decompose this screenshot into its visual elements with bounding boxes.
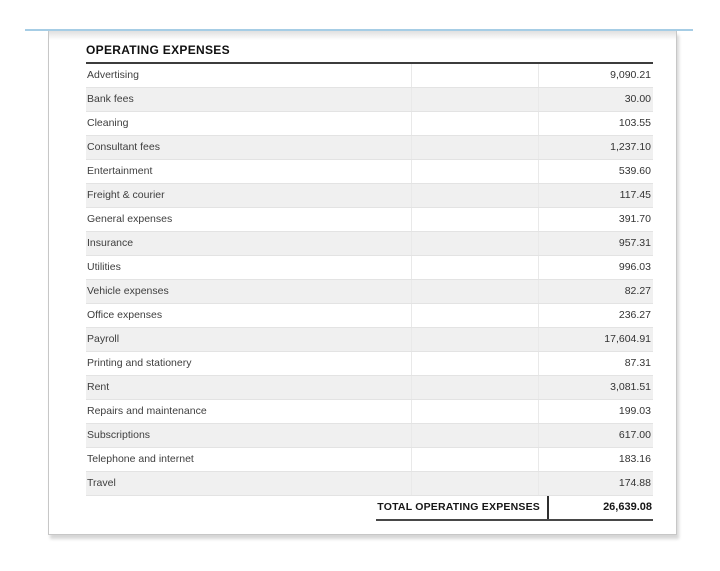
row-amount: 391.70 xyxy=(538,208,653,231)
row-middle-cell xyxy=(411,232,538,255)
row-amount: 103.55 xyxy=(538,112,653,135)
row-middle-cell xyxy=(411,400,538,423)
row-amount: 87.31 xyxy=(538,352,653,375)
table-row xyxy=(86,232,653,256)
row-amount: 617.00 xyxy=(538,424,653,447)
row-middle-cell xyxy=(411,304,538,327)
row-amount: 30.00 xyxy=(538,88,653,111)
table-row xyxy=(86,256,653,280)
row-middle-cell xyxy=(411,64,538,87)
row-label: Advertising xyxy=(87,69,139,81)
table-row xyxy=(86,328,653,352)
total-row xyxy=(86,496,653,521)
table-row xyxy=(86,376,653,400)
row-label: Repairs and maintenance xyxy=(87,405,207,417)
row-middle-cell xyxy=(411,328,538,351)
row-amount: 183.16 xyxy=(538,448,653,471)
table-row xyxy=(86,352,653,376)
table-row xyxy=(86,136,653,160)
row-label: Utilities xyxy=(87,261,121,273)
row-middle-cell xyxy=(411,112,538,135)
table-row xyxy=(86,184,653,208)
row-amount: 9,090.21 xyxy=(538,64,653,87)
row-label: Payroll xyxy=(87,333,120,345)
row-middle-cell xyxy=(411,448,538,471)
table-row xyxy=(86,112,653,136)
row-label: Cleaning xyxy=(87,117,129,129)
table-row xyxy=(86,304,653,328)
row-label: Consultant fees xyxy=(87,141,160,153)
report-page xyxy=(48,31,677,535)
row-amount: 539.60 xyxy=(538,160,653,183)
table-row xyxy=(86,280,653,304)
row-label: Office expenses xyxy=(87,309,163,321)
section-title: OPERATING EXPENSES xyxy=(86,43,653,64)
row-label: Freight & courier xyxy=(87,189,165,201)
table-row xyxy=(86,88,653,112)
row-label: Travel xyxy=(87,477,116,489)
row-amount: 236.27 xyxy=(538,304,653,327)
row-middle-cell xyxy=(411,280,538,303)
row-amount: 82.27 xyxy=(538,280,653,303)
row-middle-cell xyxy=(411,472,538,495)
row-label: Entertainment xyxy=(87,165,153,177)
row-amount: 17,604.91 xyxy=(538,328,653,351)
total-row-spacer xyxy=(86,496,376,521)
row-middle-cell xyxy=(411,136,538,159)
row-amount: 3,081.51 xyxy=(538,376,653,399)
row-middle-cell xyxy=(411,160,538,183)
row-amount: 996.03 xyxy=(538,256,653,279)
table-row xyxy=(86,160,653,184)
report-content xyxy=(86,43,653,521)
row-label: Printing and stationery xyxy=(87,357,192,369)
row-amount: 957.31 xyxy=(538,232,653,255)
row-middle-cell xyxy=(411,256,538,279)
row-amount: 117.45 xyxy=(538,184,653,207)
row-amount: 199.03 xyxy=(538,400,653,423)
row-middle-cell xyxy=(411,352,538,375)
row-middle-cell xyxy=(411,424,538,447)
table-row xyxy=(86,208,653,232)
row-amount: 1,237.10 xyxy=(538,136,653,159)
row-label: Insurance xyxy=(87,237,134,249)
row-label: Vehicle expenses xyxy=(87,285,169,297)
total-label: TOTAL OPERATING EXPENSES xyxy=(377,501,540,513)
row-label: General expenses xyxy=(87,213,173,225)
row-label: Bank fees xyxy=(87,93,134,105)
total-row-inner xyxy=(376,496,653,521)
row-label: Subscriptions xyxy=(87,429,151,441)
table-row xyxy=(86,400,653,424)
row-middle-cell xyxy=(411,184,538,207)
row-amount: 174.88 xyxy=(538,472,653,495)
row-label: Rent xyxy=(87,381,110,393)
page-top-shadow xyxy=(49,31,676,40)
table-row xyxy=(86,472,653,496)
table-row xyxy=(86,424,653,448)
row-label: Telephone and internet xyxy=(87,453,194,465)
table-row xyxy=(86,64,653,88)
row-middle-cell xyxy=(411,208,538,231)
row-middle-cell xyxy=(411,376,538,399)
row-middle-cell xyxy=(411,88,538,111)
total-amount: 26,639.08 xyxy=(603,501,652,513)
expenses-table-body xyxy=(86,64,653,496)
table-row xyxy=(86,448,653,472)
